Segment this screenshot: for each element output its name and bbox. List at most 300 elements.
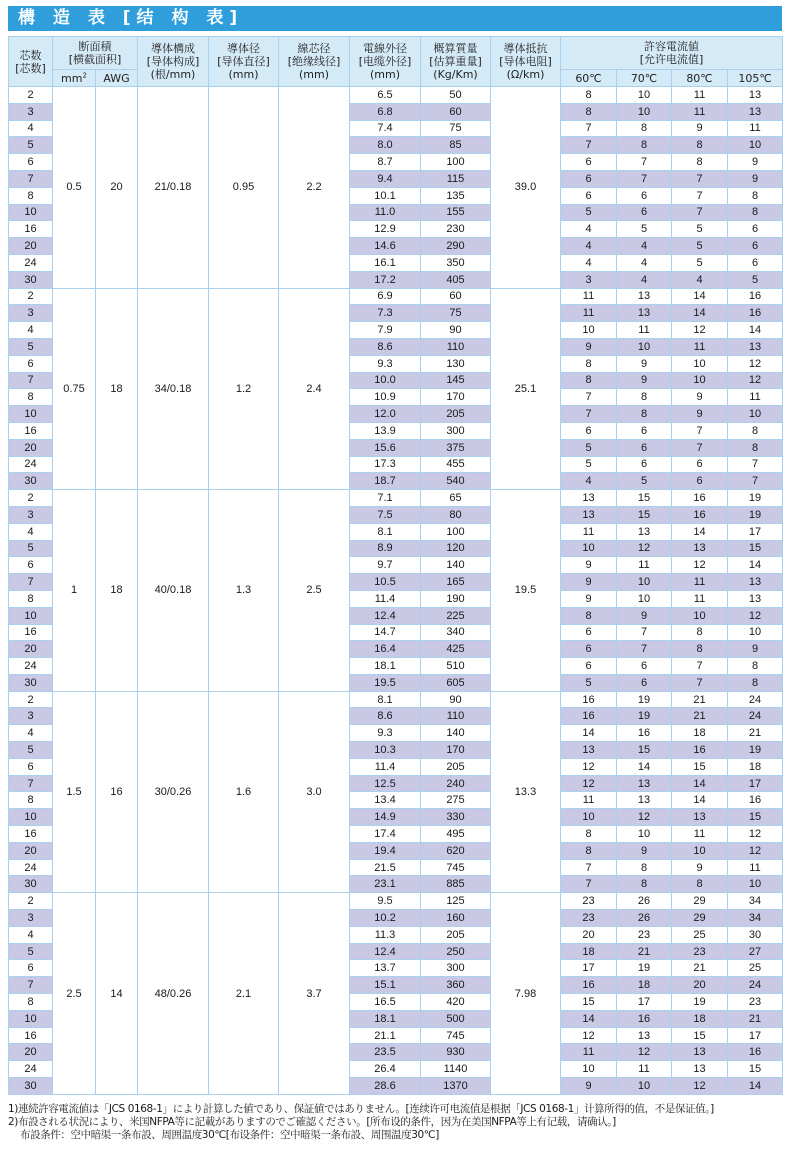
cell-current-105: 6 — [728, 238, 783, 255]
cell-current-60: 13 — [561, 490, 617, 507]
cell-current-70: 11 — [617, 322, 672, 339]
cell-outer-diameter: 12.5 — [350, 775, 421, 792]
cell-current-80: 11 — [672, 826, 728, 843]
cell-current-70: 10 — [617, 826, 672, 843]
cell-current-80: 16 — [672, 490, 728, 507]
cell-current-80: 14 — [672, 523, 728, 540]
cell-outer-diameter: 7.9 — [350, 322, 421, 339]
cell-current-60: 7 — [561, 389, 617, 406]
cell-current-80: 29 — [672, 910, 728, 927]
cell-weight: 75 — [421, 305, 491, 322]
cell-cores: 24 — [9, 456, 53, 473]
cell-current-60: 9 — [561, 590, 617, 607]
cell-current-105: 10 — [728, 137, 783, 154]
cell-current-105: 19 — [728, 490, 783, 507]
cell-current-60: 7 — [561, 406, 617, 423]
cell-weight: 620 — [421, 842, 491, 859]
cell-current-60: 8 — [561, 372, 617, 389]
cell-weight: 375 — [421, 439, 491, 456]
cell-outer-diameter: 11.4 — [350, 758, 421, 775]
cell-cores: 6 — [9, 154, 53, 171]
table-body — [9, 87, 783, 1095]
cell-current-80: 10 — [672, 355, 728, 372]
cell-current-70: 5 — [617, 221, 672, 238]
header-temp-80: 80℃ — [672, 70, 728, 87]
cell-current-80: 18 — [672, 1010, 728, 1027]
cell-current-80: 8 — [672, 641, 728, 658]
header-mm2: $mm^2$ — [53, 70, 96, 87]
cell-current-80: 9 — [672, 389, 728, 406]
cell-cores: 5 — [9, 540, 53, 557]
cell-weight: 290 — [421, 238, 491, 255]
cell-outer-diameter: 15.1 — [350, 977, 421, 994]
cell-outer-diameter: 13.7 — [350, 960, 421, 977]
cell-current-60: 23 — [561, 910, 617, 927]
cell-current-60: 9 — [561, 574, 617, 591]
cell-weight: 930 — [421, 1044, 491, 1061]
cell-current-105: 10 — [728, 624, 783, 641]
cell-cores: 5 — [9, 137, 53, 154]
cell-weight: 360 — [421, 977, 491, 994]
cell-weight: 190 — [421, 590, 491, 607]
cell-outer-diameter: 16.4 — [350, 641, 421, 658]
cell-cores: 7 — [9, 170, 53, 187]
cell-weight: 75 — [421, 120, 491, 137]
cell-current-60: 16 — [561, 691, 617, 708]
cell-conductor-diameter: 1.3 — [209, 490, 279, 692]
cell-current-80: 10 — [672, 842, 728, 859]
cell-current-105: 8 — [728, 658, 783, 675]
cell-outer-diameter: 15.6 — [350, 439, 421, 456]
cell-cores: 6 — [9, 758, 53, 775]
cell-current-70: 10 — [617, 590, 672, 607]
cell-current-70: 8 — [617, 876, 672, 893]
cell-current-70: 11 — [617, 1061, 672, 1078]
cell-current-80: 15 — [672, 1027, 728, 1044]
table-row — [9, 288, 783, 305]
cell-insulation-diameter: 3.0 — [279, 691, 350, 893]
cell-outer-diameter: 17.3 — [350, 456, 421, 473]
cell-current-80: 11 — [672, 103, 728, 120]
cell-current-60: 9 — [561, 1078, 617, 1095]
cell-outer-diameter: 14.9 — [350, 809, 421, 826]
cell-outer-diameter: 8.6 — [350, 338, 421, 355]
cell-current-70: 13 — [617, 1027, 672, 1044]
cell-current-80: 14 — [672, 305, 728, 322]
cell-current-105: 13 — [728, 103, 783, 120]
cell-awg: 14 — [96, 893, 138, 1095]
cell-current-105: 18 — [728, 758, 783, 775]
header-outer-diameter: 電線外径 [电缆外径] (mm) — [350, 37, 421, 87]
cell-current-105: 9 — [728, 154, 783, 171]
cell-cores: 4 — [9, 120, 53, 137]
cell-weight: 250 — [421, 943, 491, 960]
cell-weight: 140 — [421, 557, 491, 574]
cell-outer-diameter: 9.3 — [350, 725, 421, 742]
cell-current-70: 13 — [617, 523, 672, 540]
cell-current-70: 26 — [617, 910, 672, 927]
cell-cores: 16 — [9, 1027, 53, 1044]
cell-cores: 20 — [9, 238, 53, 255]
cell-current-70: 19 — [617, 691, 672, 708]
cell-current-105: 24 — [728, 708, 783, 725]
cell-current-105: 14 — [728, 322, 783, 339]
cell-insulation-diameter: 3.7 — [279, 893, 350, 1095]
cell-current-105: 17 — [728, 523, 783, 540]
cell-outer-diameter: 18.7 — [350, 473, 421, 490]
cell-current-70: 16 — [617, 725, 672, 742]
cell-outer-diameter: 12.4 — [350, 607, 421, 624]
cell-current-70: 26 — [617, 893, 672, 910]
cell-current-70: 10 — [617, 574, 672, 591]
cell-conductor-construction: 48/0.26 — [138, 893, 209, 1095]
table-row — [9, 691, 783, 708]
cell-outer-diameter: 6.9 — [350, 288, 421, 305]
cell-current-105: 27 — [728, 943, 783, 960]
cell-current-105: 16 — [728, 1044, 783, 1061]
cell-insulation-diameter: 2.2 — [279, 87, 350, 289]
cell-current-60: 23 — [561, 893, 617, 910]
cell-weight: 145 — [421, 372, 491, 389]
cell-current-70: 19 — [617, 708, 672, 725]
cell-weight: 1370 — [421, 1078, 491, 1095]
cell-current-105: 24 — [728, 977, 783, 994]
cell-weight: 240 — [421, 775, 491, 792]
cell-cores: 8 — [9, 187, 53, 204]
cell-cores: 2 — [9, 288, 53, 305]
cell-weight: 205 — [421, 926, 491, 943]
cell-cores: 16 — [9, 422, 53, 439]
cell-current-80: 9 — [672, 859, 728, 876]
cell-current-80: 12 — [672, 557, 728, 574]
cell-current-70: 13 — [617, 792, 672, 809]
cell-outer-diameter: 10.9 — [350, 389, 421, 406]
cell-weight: 100 — [421, 523, 491, 540]
cell-cores: 6 — [9, 557, 53, 574]
cell-current-60: 12 — [561, 775, 617, 792]
cell-current-60: 18 — [561, 943, 617, 960]
cell-current-105: 16 — [728, 305, 783, 322]
cell-current-60: 6 — [561, 624, 617, 641]
cell-current-105: 6 — [728, 254, 783, 271]
cell-current-80: 16 — [672, 742, 728, 759]
cell-current-80: 21 — [672, 708, 728, 725]
cell-current-80: 13 — [672, 540, 728, 557]
cell-weight: 60 — [421, 288, 491, 305]
cell-current-105: 11 — [728, 389, 783, 406]
cell-outer-diameter: 8.9 — [350, 540, 421, 557]
cell-current-70: 4 — [617, 238, 672, 255]
cell-outer-diameter: 9.5 — [350, 893, 421, 910]
cell-current-70: 8 — [617, 389, 672, 406]
cell-current-80: 12 — [672, 322, 728, 339]
cell-current-80: 7 — [672, 658, 728, 675]
cell-current-60: 6 — [561, 658, 617, 675]
cell-current-105: 8 — [728, 674, 783, 691]
cell-cores: 24 — [9, 1061, 53, 1078]
cell-current-105: 23 — [728, 994, 783, 1011]
cell-cores: 2 — [9, 490, 53, 507]
cell-conductor-construction: 34/0.18 — [138, 288, 209, 490]
header-conductor-construction: 導体構成 [导体构成] (根/mm) — [138, 37, 209, 87]
cell-current-105: 8 — [728, 204, 783, 221]
cell-weight: 510 — [421, 658, 491, 675]
cell-insulation-diameter: 2.4 — [279, 288, 350, 490]
table-row — [9, 490, 783, 507]
cell-current-80: 7 — [672, 204, 728, 221]
cell-outer-diameter: 18.1 — [350, 1010, 421, 1027]
cell-outer-diameter: 7.5 — [350, 506, 421, 523]
header-temp-60: 60℃ — [561, 70, 617, 87]
cell-weight: 165 — [421, 574, 491, 591]
cell-current-60: 11 — [561, 305, 617, 322]
cell-insulation-diameter: 2.5 — [279, 490, 350, 692]
cell-cores: 5 — [9, 742, 53, 759]
cell-current-60: 5 — [561, 456, 617, 473]
cell-cores: 4 — [9, 725, 53, 742]
cell-current-60: 16 — [561, 977, 617, 994]
cell-current-70: 10 — [617, 338, 672, 355]
cell-current-60: 16 — [561, 708, 617, 725]
cell-awg: 18 — [96, 288, 138, 490]
cell-current-70: 9 — [617, 372, 672, 389]
cell-current-70: 6 — [617, 187, 672, 204]
cell-current-70: 6 — [617, 674, 672, 691]
cell-cores: 3 — [9, 103, 53, 120]
cell-current-70: 7 — [617, 641, 672, 658]
cell-outer-diameter: 17.4 — [350, 826, 421, 843]
cell-current-105: 11 — [728, 120, 783, 137]
cell-current-105: 14 — [728, 557, 783, 574]
cell-current-105: 10 — [728, 406, 783, 423]
cell-outer-diameter: 17.2 — [350, 271, 421, 288]
cell-current-60: 5 — [561, 439, 617, 456]
footnote-2: 2)布設される状況により、米国NFPA等に記載がありますのでご確認ください。[所布设的条件，因为在美国NFPA等上有记载，请确认。] — [8, 1116, 616, 1128]
cell-current-80: 14 — [672, 288, 728, 305]
cell-outer-diameter: 23.5 — [350, 1044, 421, 1061]
cell-current-105: 12 — [728, 607, 783, 624]
cell-cores: 3 — [9, 305, 53, 322]
cell-weight: 90 — [421, 691, 491, 708]
cell-outer-diameter: 12.9 — [350, 221, 421, 238]
cell-current-70: 14 — [617, 758, 672, 775]
cell-current-70: 23 — [617, 926, 672, 943]
cell-current-80: 29 — [672, 893, 728, 910]
cell-weight: 500 — [421, 1010, 491, 1027]
cell-current-70: 21 — [617, 943, 672, 960]
cell-cores: 10 — [9, 406, 53, 423]
cell-current-60: 8 — [561, 826, 617, 843]
cell-cores: 8 — [9, 389, 53, 406]
cell-current-80: 13 — [672, 1044, 728, 1061]
page-title: 構 造 表 [结 构 表] — [8, 6, 782, 31]
cell-current-80: 7 — [672, 674, 728, 691]
cell-current-60: 6 — [561, 170, 617, 187]
cell-outer-diameter: 12.0 — [350, 406, 421, 423]
cell-weight: 330 — [421, 809, 491, 826]
cell-cross-section-mm2: 2.5 — [53, 893, 96, 1095]
cell-conductor-construction: 30/0.26 — [138, 691, 209, 893]
cell-current-60: 7 — [561, 120, 617, 137]
cell-current-80: 11 — [672, 590, 728, 607]
cell-current-60: 5 — [561, 674, 617, 691]
cell-current-60: 11 — [561, 1044, 617, 1061]
table-row — [9, 893, 783, 910]
cell-current-105: 14 — [728, 1078, 783, 1095]
cell-current-70: 8 — [617, 859, 672, 876]
cell-awg: 20 — [96, 87, 138, 289]
cell-outer-diameter: 18.1 — [350, 658, 421, 675]
cell-current-70: 13 — [617, 775, 672, 792]
cell-cores: 20 — [9, 641, 53, 658]
cell-weight: 340 — [421, 624, 491, 641]
cell-cores: 4 — [9, 322, 53, 339]
cell-weight: 300 — [421, 960, 491, 977]
cell-current-105: 12 — [728, 355, 783, 372]
cell-current-70: 7 — [617, 154, 672, 171]
cell-current-60: 8 — [561, 87, 617, 104]
cell-current-60: 11 — [561, 288, 617, 305]
cell-current-105: 8 — [728, 187, 783, 204]
cell-current-80: 6 — [672, 456, 728, 473]
cell-current-60: 12 — [561, 758, 617, 775]
cell-current-60: 9 — [561, 557, 617, 574]
cell-current-105: 24 — [728, 691, 783, 708]
cell-current-60: 4 — [561, 238, 617, 255]
cell-current-70: 6 — [617, 422, 672, 439]
cell-current-70: 6 — [617, 204, 672, 221]
cell-current-60: 11 — [561, 792, 617, 809]
cell-current-80: 7 — [672, 422, 728, 439]
footnote-1: 1)連続許容電流値は「JCS 0168-1」により計算した値であり、保証値ではありません。[连续许可电流值是根据「JCS 0168-1」计算所得的值，不是保证值。] — [8, 1103, 714, 1115]
cell-current-70: 17 — [617, 994, 672, 1011]
cell-outer-diameter: 12.4 — [350, 943, 421, 960]
cell-weight: 225 — [421, 607, 491, 624]
cell-outer-diameter: 9.4 — [350, 170, 421, 187]
cell-current-105: 15 — [728, 1061, 783, 1078]
cell-current-70: 10 — [617, 103, 672, 120]
cell-outer-diameter: 8.1 — [350, 523, 421, 540]
cell-current-60: 10 — [561, 540, 617, 557]
header-temp-105: 105℃ — [728, 70, 783, 87]
cell-current-60: 8 — [561, 607, 617, 624]
cell-outer-diameter: 10.2 — [350, 910, 421, 927]
cell-cores: 20 — [9, 1044, 53, 1061]
cell-current-60: 3 — [561, 271, 617, 288]
cell-current-105: 5 — [728, 271, 783, 288]
header-weight: 概算質量 [估算重量] (Kg/Km) — [421, 37, 491, 87]
cell-weight: 135 — [421, 187, 491, 204]
cell-conductor-construction: 21/0.18 — [138, 87, 209, 289]
cell-cores: 2 — [9, 87, 53, 104]
cell-current-80: 10 — [672, 607, 728, 624]
footnote-3: 布設条件：空中暗渠一条布設、周囲温度30℃[布设条件：空中暗渠一条布設、周围温度30℃] — [20, 1129, 439, 1141]
cell-outer-diameter: 9.7 — [350, 557, 421, 574]
cell-outer-diameter: 8.6 — [350, 708, 421, 725]
cell-current-80: 14 — [672, 775, 728, 792]
cell-cores: 7 — [9, 574, 53, 591]
cell-outer-diameter: 7.1 — [350, 490, 421, 507]
cell-cores: 10 — [9, 809, 53, 826]
cell-current-80: 5 — [672, 221, 728, 238]
cell-current-70: 12 — [617, 540, 672, 557]
cell-current-60: 4 — [561, 473, 617, 490]
cell-current-70: 4 — [617, 271, 672, 288]
cell-weight: 605 — [421, 674, 491, 691]
cell-current-80: 11 — [672, 338, 728, 355]
cell-cores: 10 — [9, 1010, 53, 1027]
cell-cores: 4 — [9, 523, 53, 540]
cell-outer-diameter: 6.5 — [350, 87, 421, 104]
cell-outer-diameter: 7.3 — [350, 305, 421, 322]
cell-current-60: 9 — [561, 338, 617, 355]
cell-weight: 170 — [421, 742, 491, 759]
cell-current-70: 7 — [617, 624, 672, 641]
cell-outer-diameter: 8.0 — [350, 137, 421, 154]
cell-current-60: 7 — [561, 876, 617, 893]
cell-cores: 7 — [9, 372, 53, 389]
cell-weight: 350 — [421, 254, 491, 271]
cell-current-80: 16 — [672, 506, 728, 523]
cell-current-105: 17 — [728, 1027, 783, 1044]
cell-weight: 155 — [421, 204, 491, 221]
cell-outer-diameter: 28.6 — [350, 1078, 421, 1095]
cell-current-70: 15 — [617, 742, 672, 759]
cell-weight: 455 — [421, 456, 491, 473]
cell-cores: 30 — [9, 1078, 53, 1095]
cell-cores: 30 — [9, 271, 53, 288]
cell-cores: 16 — [9, 624, 53, 641]
cell-weight: 125 — [421, 893, 491, 910]
cell-outer-diameter: 7.4 — [350, 120, 421, 137]
cell-outer-diameter: 16.1 — [350, 254, 421, 271]
cell-cross-section-mm2: 0.5 — [53, 87, 96, 289]
cell-current-105: 17 — [728, 775, 783, 792]
cell-outer-diameter: 6.8 — [350, 103, 421, 120]
cell-current-105: 13 — [728, 574, 783, 591]
cell-current-80: 13 — [672, 809, 728, 826]
cell-cores: 20 — [9, 842, 53, 859]
cell-current-70: 4 — [617, 254, 672, 271]
cell-weight: 275 — [421, 792, 491, 809]
cell-current-105: 34 — [728, 910, 783, 927]
cell-weight: 540 — [421, 473, 491, 490]
cell-current-80: 8 — [672, 624, 728, 641]
cell-weight: 420 — [421, 994, 491, 1011]
cell-cores: 30 — [9, 674, 53, 691]
table-row — [9, 87, 783, 104]
header-cores: 芯数 [芯数] — [9, 37, 53, 87]
cell-outer-diameter: 11.4 — [350, 590, 421, 607]
cell-current-80: 5 — [672, 238, 728, 255]
cell-current-105: 30 — [728, 926, 783, 943]
cell-current-80: 4 — [672, 271, 728, 288]
cell-weight: 170 — [421, 389, 491, 406]
cell-outer-diameter: 16.5 — [350, 994, 421, 1011]
cell-current-80: 9 — [672, 406, 728, 423]
cell-conductor-diameter: 2.1 — [209, 893, 279, 1095]
cell-awg: 18 — [96, 490, 138, 692]
header-cross-section: 断面積 [横截面积] — [53, 37, 138, 70]
cell-weight: 745 — [421, 1027, 491, 1044]
cell-current-60: 17 — [561, 960, 617, 977]
cell-current-80: 12 — [672, 1078, 728, 1095]
cell-current-70: 9 — [617, 842, 672, 859]
cell-cores: 8 — [9, 994, 53, 1011]
cell-current-80: 10 — [672, 372, 728, 389]
cell-current-105: 9 — [728, 170, 783, 187]
cell-outer-diameter: 10.1 — [350, 187, 421, 204]
